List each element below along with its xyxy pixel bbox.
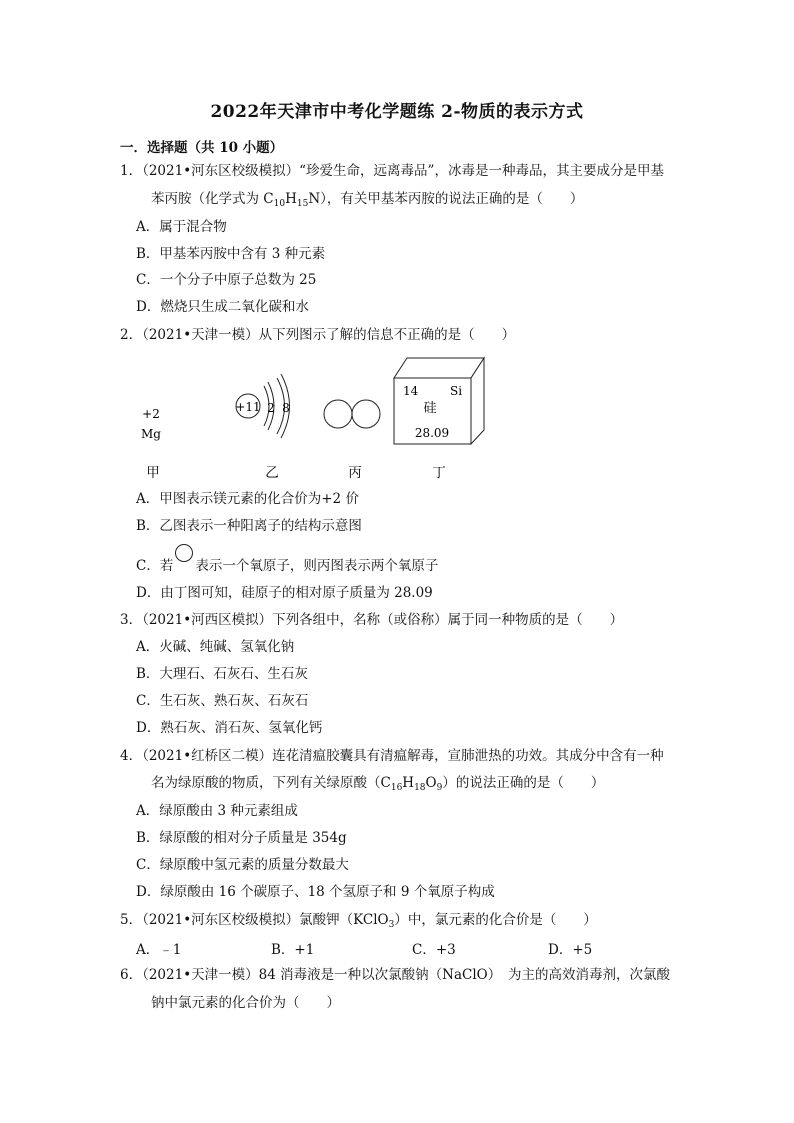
subscript: 16: [390, 783, 403, 793]
oxygen-atom-icon: [173, 556, 195, 570]
jia-element-label: Mg: [141, 427, 161, 441]
question-2-stem: 2．（2021•天津一模）从下列图示了解的信息不正确的是（ ）: [120, 327, 516, 343]
subscript: 3: [388, 920, 395, 930]
nucleus-charge: +11: [235, 400, 261, 414]
text-span: ）的说法正确的是（ ）: [442, 775, 605, 791]
question-3-option-d[interactable]: D．熟石灰、消石灰、氢氧化钙: [136, 720, 323, 736]
ion-structure-diagram: [235, 374, 289, 438]
text-span: H: [402, 775, 415, 791]
atomic-number: 14: [403, 384, 419, 398]
question-3-option-b[interactable]: B．大理石、石灰石、生石灰: [136, 666, 308, 682]
question-3-option-c[interactable]: C．生石灰、熟石灰、石灰石: [136, 693, 309, 709]
question-1-option-a[interactable]: A．属于混合物: [136, 219, 227, 235]
question-5-stem: [120, 911, 597, 929]
element-cell-diagram: [394, 358, 484, 444]
question-1-option-d[interactable]: D．燃烧只生成二氧化碳和水: [136, 299, 309, 315]
figure-label-jia: 甲: [146, 465, 160, 481]
question-2-figure: [0, 346, 794, 486]
shell-2-electrons: 8: [282, 401, 290, 415]
question-4-option-b[interactable]: B．绿原酸的相对分子质量是 354g: [136, 830, 347, 846]
text-span: C．若: [136, 558, 174, 574]
question-1-stem-cont: [151, 190, 583, 208]
question-4-stem: 4．（2021•红桥区二模）连花清瘟胶囊具有清瘟解毒，宣肺泄热的功效。其成分中含有一种: [120, 748, 664, 764]
shell-1-electrons: 2: [267, 401, 275, 415]
question-1-option-c[interactable]: C．一个分子中原子总数为 25: [136, 272, 317, 288]
subscript: 18: [414, 783, 426, 793]
subscript: 9: [436, 783, 443, 793]
element-name: 硅: [423, 401, 437, 416]
question-6-stem: 6．（2021•天津一模）84 消毒液是一种以次氯酸钠（NaClO） 为主的高效消毒剂，次氯酸: [120, 967, 670, 983]
page-title: 2022年天津市中考化学题练 2-物质的表示方式: [210, 102, 584, 122]
jia-valence-label: +2: [142, 407, 160, 421]
text-span: 苯丙胺（化学式为 C: [151, 191, 274, 207]
two-atoms-diagram: [324, 400, 380, 428]
question-5-option-b[interactable]: B．+1: [271, 942, 315, 958]
question-4-stem-cont: [151, 774, 604, 792]
question-1-stem: 1．（2021•河东区校级模拟）“珍爱生命，远离毒品”，冰毒是一种毒品，其主要成分是甲基: [120, 163, 664, 179]
question-5-option-a[interactable]: A．﹣1: [136, 942, 182, 958]
question-4-option-c[interactable]: C．绿原酸中氢元素的质量分数最大: [136, 857, 349, 873]
question-1-option-b[interactable]: B．甲基苯丙胺中含有 3 种元素: [136, 246, 326, 262]
question-5-option-d[interactable]: D．+5: [548, 942, 593, 958]
figure-label-yi: 乙: [265, 465, 279, 481]
text-span: 名为绿原酸的物质，下列有关绿原酸（C: [151, 775, 391, 791]
atomic-mass: 28.09: [414, 426, 450, 440]
question-5-option-c[interactable]: C．+3: [412, 942, 456, 958]
question-2-option-d[interactable]: D．由丁图可知，硅原子的相对原子质量为 28.09: [136, 585, 433, 601]
section-heading: 一．选择题（共 10 小题）: [120, 140, 284, 156]
question-2-option-c[interactable]: [136, 556, 438, 575]
question-3-stem: 3．（2021•河西区模拟）下列各组中，名称（或俗称）属于同一种物质的是（ ）: [120, 612, 624, 628]
text-span: N），有关甲基苯丙胺的说法正确的是（ ）: [308, 191, 584, 207]
text-span: O: [425, 775, 437, 791]
element-symbol: Si: [449, 384, 463, 398]
figure-label-bing: 丙: [348, 465, 362, 481]
question-2-option-a[interactable]: A．甲图表示镁元素的化合价为+2 价: [136, 491, 359, 507]
text-span: H: [285, 191, 297, 207]
text-span: ）中，氯元素的化合价是（ ）: [394, 912, 597, 928]
question-4-option-a[interactable]: A．绿原酸由 3 种元素组成: [136, 803, 298, 819]
subscript: 10: [273, 199, 286, 209]
text-span: 表示一个氧原子，则丙图表示两个氧原子: [195, 558, 439, 574]
subscript: 15: [296, 199, 309, 209]
question-2-option-b[interactable]: B．乙图表示一种阳离子的结构示意图: [136, 518, 362, 534]
question-4-option-d[interactable]: D．绿原酸由 16 个碳原子、18 个氢原子和 9 个氧原子构成: [136, 884, 495, 900]
figure-label-ding: 丁: [432, 465, 446, 481]
question-3-option-a[interactable]: A．火碱、纯碱、氢氧化钠: [136, 639, 295, 655]
question-6-stem-cont: 钠中氯元素的化合价为（ ）: [151, 995, 340, 1011]
text-span: 5．（2021•河东区校级模拟）氯酸钾（KClO: [120, 912, 389, 928]
